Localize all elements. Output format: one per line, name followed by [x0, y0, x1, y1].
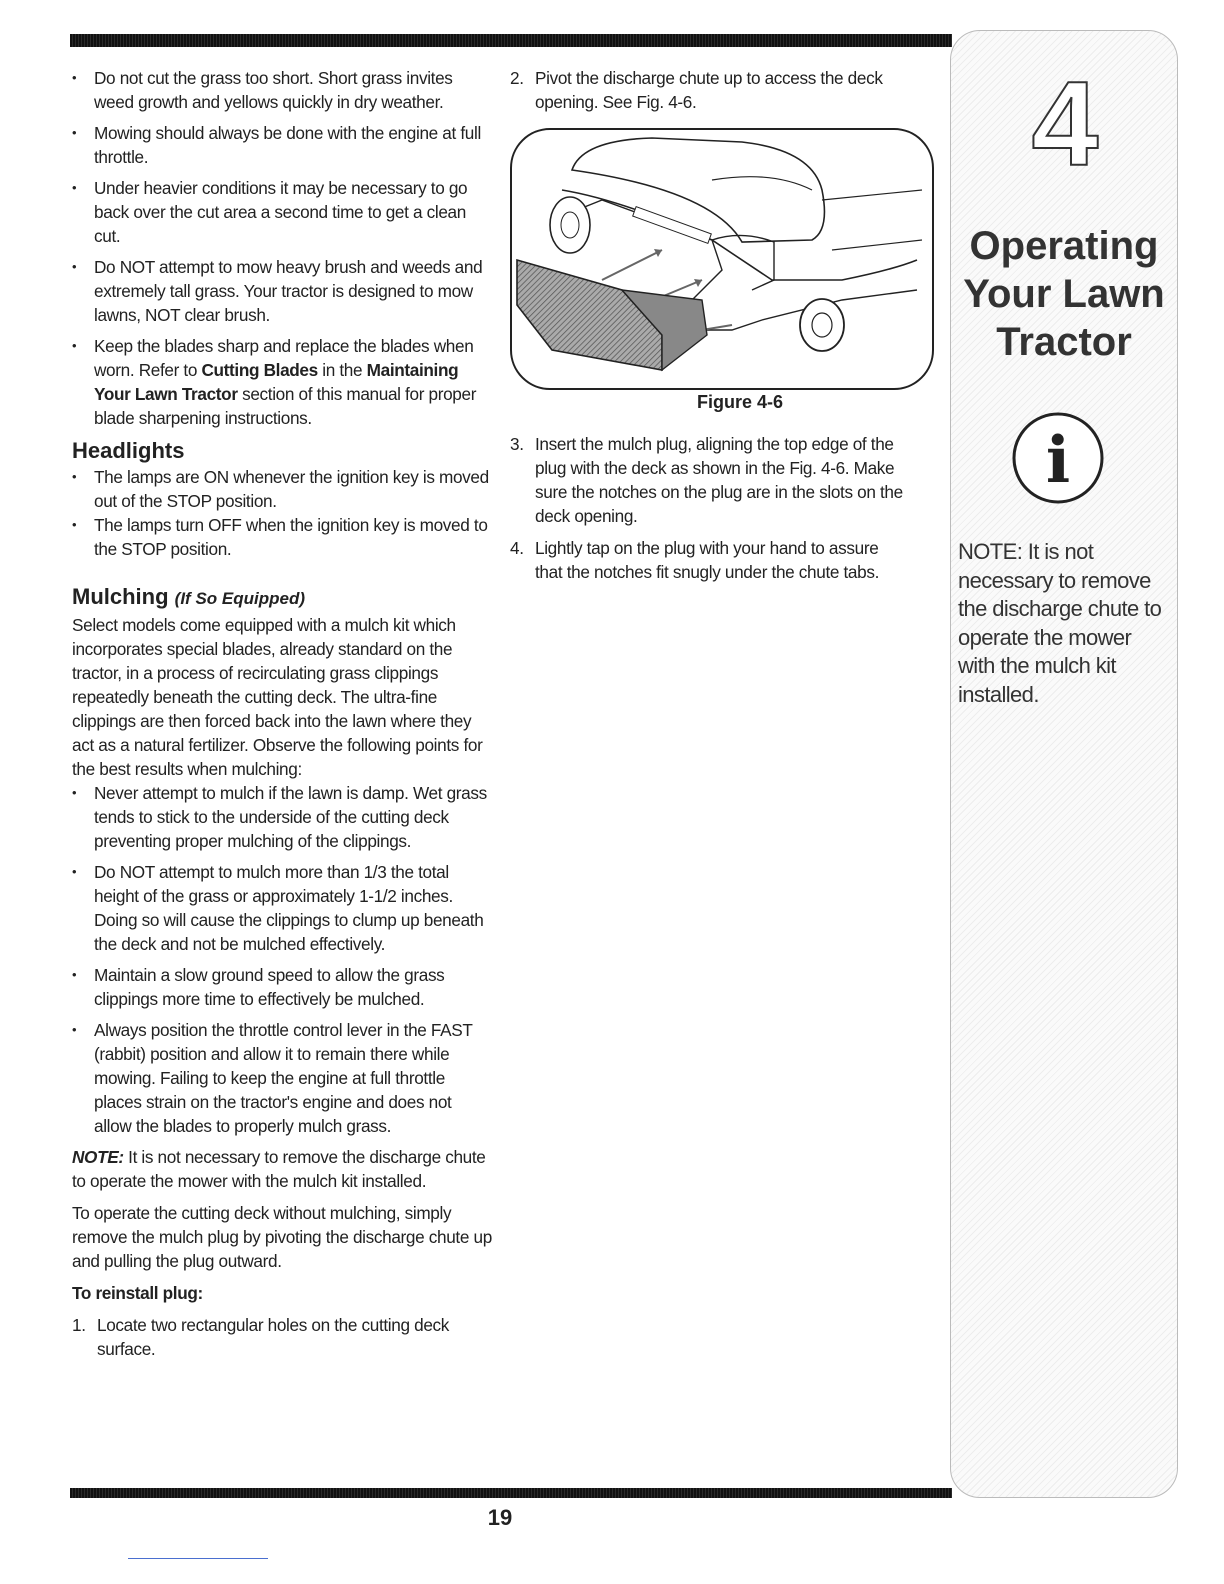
footer-link-line — [128, 1558, 268, 1559]
note-label: NOTE: — [72, 1147, 124, 1167]
list-item: • Never attempt to mulch if the lawn is damp. Wet grass tends to stick to the underside of the cutting deck preventing proper mulching of the clippings. — [72, 781, 492, 853]
step-text: Pivot the discharge chute up to access the deck opening. See Fig. 4-6. — [535, 68, 883, 112]
info-glyph: i — [1045, 423, 1071, 498]
step-number: 2. — [510, 68, 524, 88]
footer-rule — [70, 1488, 952, 1498]
blade-mid: in the — [317, 360, 367, 380]
page-number: 19 — [487, 1505, 513, 1530]
step-2-list — [510, 66, 930, 114]
figure-caption: Figure 4-6 — [696, 392, 784, 412]
cutting-blades-ref: Cutting Blades — [201, 360, 318, 380]
mowing-tips-list — [72, 66, 492, 430]
step-text: Locate two rectangular holes on the cutting deck surface. — [97, 1315, 450, 1359]
list-item: • Under heavier conditions it may be necessary to go back over the cut area a second time to get a clean cut. — [72, 176, 492, 248]
blade-pre: Keep the blades sharp and replace the blades when worn. Refer to — [94, 336, 474, 380]
figure-4-6 — [510, 128, 934, 390]
header-rule — [70, 34, 952, 47]
mulching-heading — [72, 583, 492, 613]
chapter-title-line: Your Lawn — [963, 272, 1165, 316]
maintaining-ref: Maintaining Your Lawn Tractor — [94, 360, 459, 404]
headlights-heading: Headlights — [72, 438, 185, 463]
step-item — [510, 66, 930, 114]
mulching-title: Mulching — [72, 584, 169, 609]
step-item — [72, 1313, 492, 1361]
step-number: 4. — [510, 538, 524, 558]
chapter-number: 4 — [1031, 57, 1099, 191]
list-item — [72, 334, 492, 430]
step-number: 3. — [510, 434, 524, 454]
chapter-title — [955, 222, 1173, 366]
headlights-list — [72, 465, 492, 561]
step-text: Lightly tap on the plug with your hand to assure that the notches fit snugly under the chute tabs. — [535, 538, 880, 582]
reinstall-steps — [72, 1313, 492, 1361]
mulching-note — [72, 1145, 492, 1193]
list-item: • Do not cut the grass too short. Short grass invites weed growth and yellows quickly in dry weather. — [72, 66, 492, 114]
sidebar-note: NOTE: It is not necessary to remove the discharge chute to operate the mower with the mulch kit installed. — [958, 539, 1162, 707]
step-item — [510, 432, 910, 528]
list-item: • Mowing should always be done with the engine at full throttle. — [72, 121, 492, 169]
reinstall-heading: To reinstall plug: — [72, 1283, 203, 1303]
list-item: • Always position the throttle control lever in the FAST (rabbit) position and allow it to remain there while mowing. Failing to keep the engine at full throttle places strain on the tractor's engine and does not allow the blades to properly mulch grass. — [72, 1018, 492, 1138]
step-number: 1. — [72, 1315, 86, 1335]
list-item: • The lamps turn OFF when the ignition key is moved to the STOP position. — [72, 513, 492, 561]
list-item: • Do NOT attempt to mulch more than 1/3 the total height of the grass or approximately 1-1/2 inches. Doing so will cause the clippings to clump up beneath the deck and not be mulched effectively. — [72, 860, 492, 956]
chapter-title-line: Tractor — [996, 320, 1132, 364]
right-column-top — [510, 66, 930, 122]
mulching-intro: Select models come equipped with a mulch kit which incorporates special blades, already standard on the tractor, in a process of recirculating grass clippings repeatedly beneath the cutting deck. The ultra-fine clippings are then forced back into the lawn where they act as a natural fertilizer. Observe the following points for the best results when mulching: — [72, 615, 483, 779]
right-column-steps — [510, 432, 910, 592]
info-icon — [1010, 410, 1106, 506]
insert-plug-steps — [510, 432, 910, 584]
note-text: It is not necessary to remove the discharge chute to operate the mower with the mulch kit installed. — [72, 1147, 486, 1191]
chapter-title-line: Operating — [969, 224, 1159, 268]
without-mulching-text: To operate the cutting deck without mulching, simply remove the mulch plug by pivoting the discharge chute up and pulling the plug outward. — [72, 1203, 492, 1271]
list-item: • Do NOT attempt to mow heavy brush and weeds and extremely tall grass. Your tractor is designed to mow lawns, NOT clear brush. — [72, 255, 492, 327]
step-item — [510, 536, 910, 584]
step-text: Insert the mulch plug, aligning the top edge of the plug with the deck as shown in the Fig. 4-6. Make sure the notches on the plug are in the slots on the deck opening. — [535, 434, 903, 526]
list-item: • Maintain a slow ground speed to allow the grass clippings more time to effectively be mulched. — [72, 963, 492, 1011]
blade-post: section of this manual for proper blade sharpening instructions. — [94, 384, 477, 428]
list-item: • The lamps are ON whenever the ignition key is moved out of the STOP position. — [72, 465, 492, 513]
mulch-plug-illustration — [512, 130, 932, 388]
mulching-list — [72, 781, 492, 1138]
mulching-subtitle: (If So Equipped) — [174, 589, 305, 608]
left-column — [72, 66, 492, 1369]
